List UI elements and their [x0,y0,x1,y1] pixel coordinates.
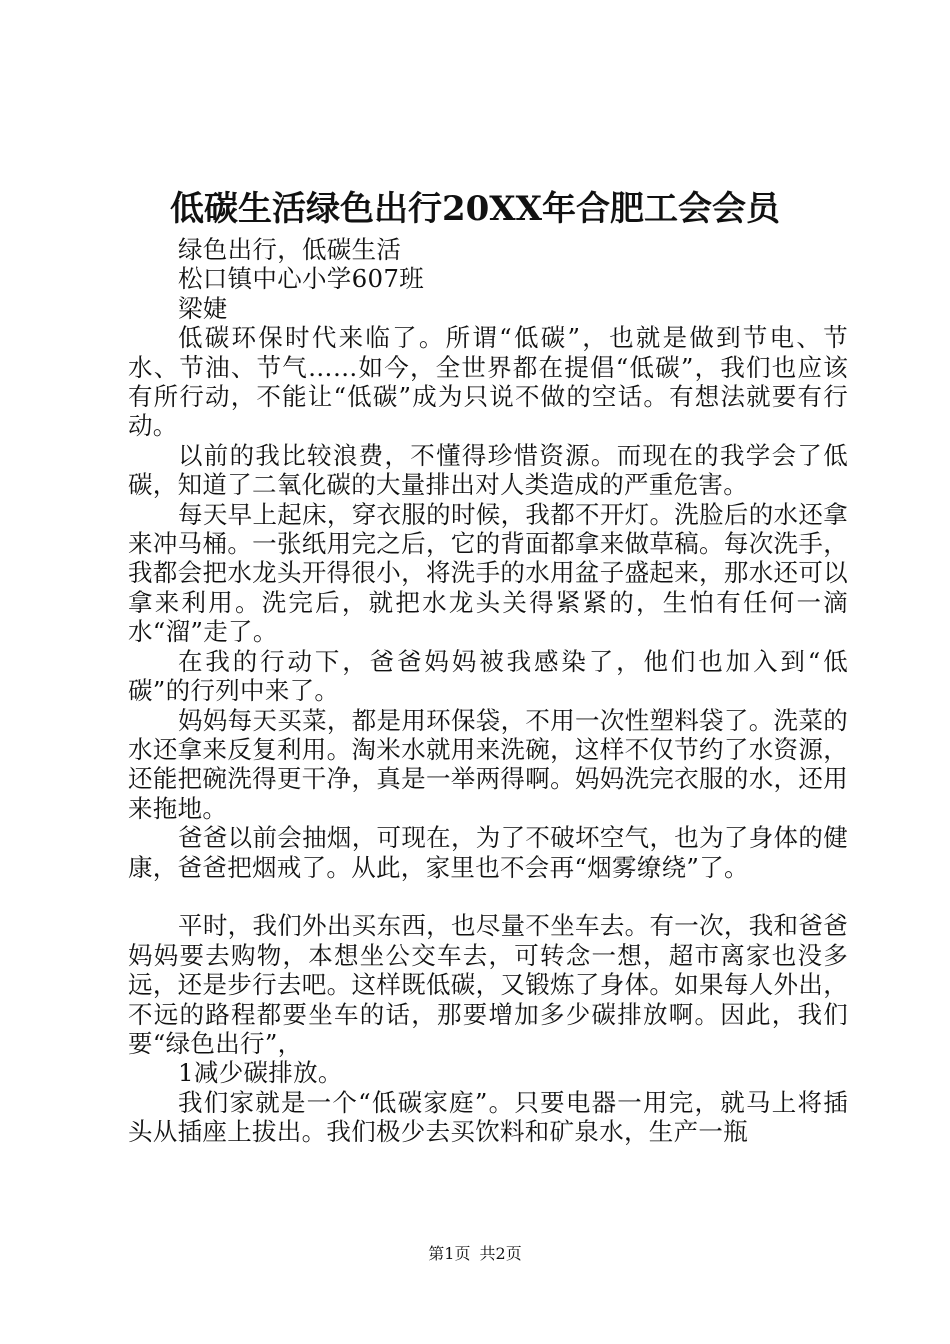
paragraph: 每天早上起床，穿衣服的时候，我都不开灯。洗脸后的水还拿来冲马桶。一张纸用完之后，它的背面都拿来做草稿。每次洗手，我都会把水龙头开得很小，将洗手的水用盆子盛起来，那水还可以拿来利用。洗完后，就把水龙头关得紧紧的，生怕有任何一滴水“溜”走了。 [128,499,848,647]
document-body [128,235,848,1147]
paragraph: 低碳环保时代来临了。所谓“低碳”，也就是做到节电、节水、节油、节气……如今，全世界都在提倡“低碳”，我们也应该有所行动，不能让“低碳”成为只说不做的空话。有想法就要有行动。 [128,323,848,441]
paragraph: 在我的行动下，爸爸妈妈被我感染了，他们也加入到“低碳”的行列中来了。 [128,646,848,706]
page-footer [0,1244,950,1264]
paragraph: 以前的我比较浪费，不懂得珍惜资源。而现在的我学会了低碳，知道了二氧化碳的大量排出对人类造成的严重危害。 [128,440,848,500]
blank-line [128,882,848,911]
author-name: 梁婕 [178,293,228,323]
paragraph: 平时，我们外出买东西，也尽量不坐车去。有一次，我和爸爸妈妈要去购物，本想坐公交车去，可转念一想，超市离家也没多远，还是步行去吧。这样既低碳，又锻炼了身体。如果每人外出，不远的路程都要坐车的话，那要增加多少碳排放啊。因此，我们要“绿色出行”， [128,911,848,1058]
page-total: 共2页 [479,1244,522,1263]
paragraph: 1减少碳排放。 [178,1058,343,1088]
essay-subtitle: 绿色出行，低碳生活 [178,235,402,264]
page-number: 第1页 [428,1244,471,1263]
paragraph: 我们家就是一个“低碳家庭”。只要电器一用完，就马上将插头从插座上拔出。我们极少去买饮料和矿泉水，生产一瓶 [128,1087,848,1147]
paragraph: 爸爸以前会抽烟，可现在，为了不破坏空气，也为了身体的健康，爸爸把烟戒了。从此，家里也不会再“烟雾缭绕”了。 [128,823,848,882]
school-class: 松口镇中心小学607班 [178,264,425,294]
document-title: 低碳生活绿色出行20XX年合肥工会会员 [169,189,781,229]
paragraph: 妈妈每天买菜，都是用环保袋，不用一次性塑料袋了。洗菜的水还拿来反复利用。淘米水就用来洗碗，这样不仅节约了水资源，还能把碗洗得更干净，真是一举两得啊。妈妈洗完衣服的水，还用来拖地。 [128,705,848,823]
